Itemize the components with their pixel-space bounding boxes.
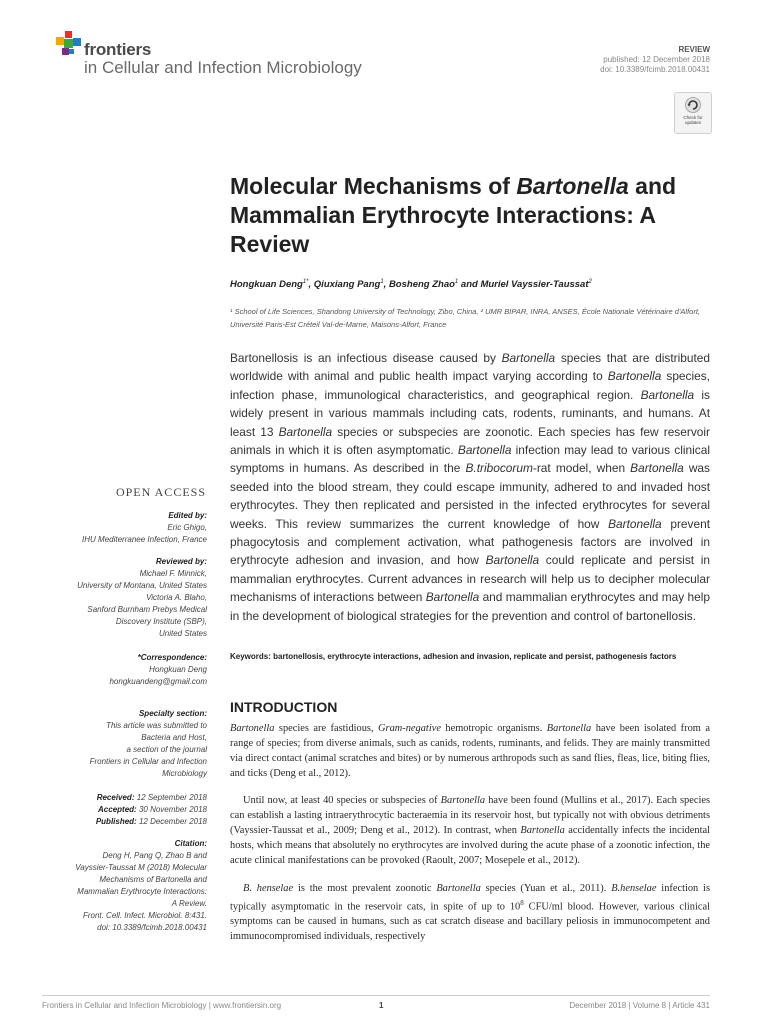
reviewer-line: Sanford Burnham Prebys Medical — [87, 605, 207, 614]
keywords-label: Keywords: — [230, 652, 271, 661]
specialty-section — [42, 708, 207, 780]
journal-name[interactable]: in Cellular and Infection Microbiology — [84, 58, 362, 77]
reviewed-by-heading: Reviewed by: — [155, 557, 207, 566]
page-number: 1 — [379, 1001, 384, 1010]
specialty-line: a section of the journal — [126, 745, 207, 754]
article-title: Molecular Mechanisms of Bartonella and Mammalian Erythrocyte Interactions: A Review — [230, 173, 677, 257]
citation-line: Front. Cell. Infect. Microbiol. 8:431. — [82, 911, 207, 920]
reviewer-line: University of Montana, United States — [77, 581, 207, 590]
abstract: Bartonellosis is an infectious disease caused by Bartonella species that are distributed worldwide with animal and public health impact varying according to Bartonella species, infection phase, immunological characteristics, and geographical region. Bartonella is widely present in various mammals including cats, rodents, ruminants, and humans. At least 13 Bartonella species or subspecies are zoonotic. Each species has few reservoir animals in which it is often asymptomatic. Bartonella infection may lead to various clinical symptoms in humans. As described in the B.tribocorum-rat model, when Bartonella was seeded into the blood stream, they could escape immunity, adhered to and invaded host erythrocytes. They then replicated and persisted in the infected erythrocytes for several weeks. This review summarizes the current knowledge of how Bartonella prevent phagocytosis and complement activation, what pathogenesis factors are involved in erythrocyte adhesion and invasion, and how Bartonella could replicate and persist in mammalian erythrocytes. Current advances in research will help us to decipher molecular mechanisms of interactions between Bartonella and mammalian erythrocytes and may help in the development of biological strategies for the prevention and control of bartonellosis. — [230, 351, 710, 623]
citation-section — [42, 838, 207, 934]
received-date: Received: 12 September 2018 — [96, 793, 207, 802]
check-updates-button[interactable] — [674, 92, 712, 134]
superscript: 8 — [520, 899, 524, 907]
open-access-label: OPEN ACCESS — [115, 485, 206, 499]
specialty-line: Bacteria and Host, — [141, 733, 207, 742]
refresh-icon — [685, 97, 701, 113]
section-heading-introduction: INTRODUCTION — [230, 699, 338, 715]
italic-term: Bartonella — [425, 590, 480, 605]
reviewer-line: Michael F. Minnick, — [139, 569, 207, 578]
italic-term: Bartonella — [485, 553, 540, 568]
italic-term: Gram-negative — [378, 723, 441, 734]
intro-paragraph-2: Until now, at least 40 species or subspecies of Bartonella have been found (Mullins et al., 2017). Each species can establish a lasting intraerythrocytic bacteraemia in its reservoir host, but typically not with obvious detriments (Vayssier-Taussat et al., 2009; Deng et al., 2012). In contrast, when Bartonella accidentally infects the incidental hosts, which means that absolutely no erythrocytes are involved during the acute phase of a zoonotic infection, the acute clinical manifestations can be provoked (Raoult, 2007; Mosepele et al., 2012). — [230, 795, 710, 866]
published-date-side: Published: 12 December 2018 — [95, 817, 207, 826]
keywords — [230, 651, 710, 663]
intro-paragraph-1: Bartonella species are fastidious, Gram-negative hemotropic organisms. Bartonella have been isolated from a range of species; from diverse animals, such as canids, rodents, ruminants, and felids. They are mainly transmitted via direct contact (animal scratches and bites) or by numerous arthropods such as sand flies, fleas, lice, biting flies, and ticks (Deng et al., 2012). — [230, 723, 710, 779]
correspondence-name: Hongkuan Deng — [149, 665, 207, 674]
italic-term: Bartonella — [546, 723, 592, 734]
editor-affiliation: IHU Mediterranee Infection, France — [82, 535, 207, 544]
author-name[interactable]: Qiuxiang Pang — [313, 279, 381, 291]
author-affiliation-mark: 1 — [380, 279, 384, 285]
affiliations: ¹ School of Life Sciences, Shandong University of Technology, Zibo, China, ² UMR BIPAR, INRA, ANSES, École Nationale Vétérinaire d'Alfort, Université Paris-Est Créteil Val-de-Marne, Maisons-Alfort, France — [230, 307, 700, 329]
keywords-text: bartonellosis, erythrocyte interactions, adhesion and invasion, replicate and persist, pathogenesis factors — [273, 652, 677, 661]
published-date: published: 12 December 2018 — [603, 55, 710, 64]
title-genus: Bartonella — [516, 173, 629, 199]
author-affiliation-mark: 1 — [454, 279, 459, 285]
reviewer-line: Victoria A. Blaho, — [146, 593, 207, 602]
footer-issue: December 2018 | Volume 8 | Article 431 — [569, 1001, 710, 1010]
italic-term: B.henselae — [611, 883, 657, 894]
italic-term: Bartonella — [440, 795, 486, 806]
article-type: REVIEW — [678, 45, 710, 54]
citation-doi[interactable]: doi: 10.3389/fcimb.2018.00431 — [97, 923, 207, 932]
correspondence-section — [42, 652, 207, 688]
reviewed-by-section — [42, 556, 207, 640]
citation-line: A Review. — [171, 899, 207, 908]
italic-term: B. henselae — [243, 883, 294, 894]
check-updates-label: Check for updates — [683, 115, 703, 125]
accepted-date: Accepted: 30 November 2018 — [98, 805, 207, 814]
italic-term: Bartonella — [457, 443, 512, 458]
citation-heading: Citation: — [174, 839, 207, 848]
author-name[interactable]: Hongkuan Deng — [230, 279, 303, 291]
dates-section — [42, 792, 207, 828]
specialty-heading: Specialty section: — [138, 709, 207, 718]
italic-term: Bartonella — [520, 825, 565, 836]
citation-line: Vayssier-Taussat M (2018) Molecular — [75, 863, 207, 872]
italic-term: Bartonella — [230, 723, 275, 734]
italic-term: B.tribocorum — [465, 461, 533, 476]
author-name[interactable]: Bosheng Zhao — [388, 279, 455, 291]
brand-name[interactable]: frontiers — [84, 40, 152, 59]
editor-name: Eric Ghigo, — [167, 523, 207, 532]
citation-line: Mechanisms of Bartonella and — [99, 875, 207, 884]
italic-term: Bartonella — [608, 516, 662, 531]
footer-journal[interactable]: Frontiers in Cellular and Infection Microbiology | www.frontiersin.org — [42, 1001, 282, 1010]
frontiers-logo-icon — [56, 31, 82, 61]
correspondence-email[interactable]: hongkuandeng@gmail.com — [109, 677, 207, 686]
edited-by-heading: Edited by: — [168, 511, 207, 520]
footer-divider — [42, 995, 710, 996]
correspondence-heading: *Correspondence: — [137, 653, 207, 662]
italic-term: Bartonella — [640, 387, 695, 402]
specialty-line: Frontiers in Cellular and Infection — [89, 757, 207, 766]
italic-term: Bartonella — [501, 351, 556, 365]
intro-paragraph-3: B. henselae is the most prevalent zoonotic Bartonella species (Yuan et al., 2011). B.henselae infection is typically asymptomatic in the reservoir cats, in spite of up to $10^8$ CFU/ml blood. However, various clinical symptoms can be caused in humans, such as cat scratch disease and bacillary peliosis in immunocompetent and immunocompromised individuals, respectively — [230, 883, 710, 943]
edited-by-section — [42, 510, 207, 546]
specialty-line: Microbiology — [162, 769, 207, 778]
author-name[interactable]: Muriel Vayssier-Taussat — [480, 279, 589, 291]
italic-term: Bartonella — [607, 369, 662, 384]
italic-term: Bartonella — [630, 461, 684, 476]
author-list: Hongkuan Deng$^{1*}$, Qiuxiang Pang$^1$, Bosheng Zhao$^1$ and Muriel Vayssier-Taussat$^2$ — [230, 279, 592, 291]
reviewer-line: Discovery Institute (SBP), — [115, 617, 207, 626]
author-affiliation-mark: 1* — [302, 279, 309, 285]
specialty-line: This article was submitted to — [106, 721, 207, 730]
citation-line: Deng H, Pang Q, Zhao B and — [102, 851, 207, 860]
italic-term: Bartonella — [436, 883, 481, 894]
italic-term: Bartonella — [278, 424, 333, 439]
doi[interactable]: doi: 10.3389/fcimb.2018.00431 — [600, 65, 710, 74]
reviewer-line: United States — [158, 629, 207, 638]
author-affiliation-mark: 2 — [588, 279, 592, 285]
citation-line: Mammalian Erythrocyte Interactions: — [77, 887, 207, 896]
